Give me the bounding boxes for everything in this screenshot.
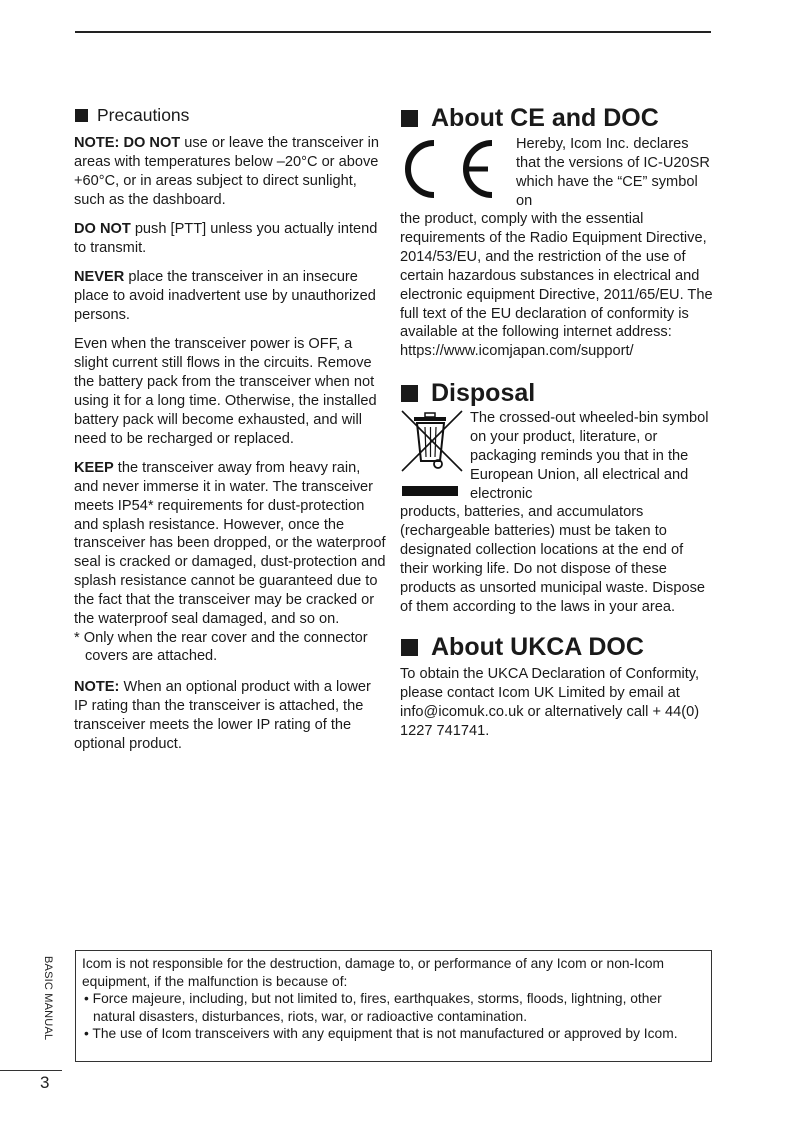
page-number-rule	[0, 1070, 62, 1071]
ip54-footnote: * Only when the rear cover and the connector covers are attached.	[74, 629, 368, 665]
top-rule	[75, 31, 711, 33]
disposal-body: products, batteries, and accumulators (rechargeable batteries) must be taken to designated collection locations at the end of their working life. Do not dispose of these products as unsorted municipal waste. Dispose of them according to the laws in your area.	[400, 504, 706, 615]
manual-side-label: BASIC MANUAL	[42, 956, 54, 1041]
disclaimer-bullet: • Force majeure, including, but not limited to, fires, earthquakes, storms, floods, lightning, other natural disasters, disturbances, riots, war, or radioactive contamination.	[84, 991, 662, 1024]
page-number: 3	[40, 1073, 50, 1092]
precaution-temperature	[74, 134, 387, 209]
disposal-heading-text: Disposal	[431, 379, 536, 408]
precaution-bold-label: KEEP	[74, 460, 114, 477]
ce-support-url: https://www.icomjapan.com/support/	[400, 343, 634, 360]
ukca-contact: To obtain the UKCA Declaration of Conformity, please contact Icom UK Limited by email at info@icomuk.co.uk or alternatively call + 44(0) 1227 741741.	[400, 666, 700, 739]
disposal-section	[400, 409, 714, 616]
disposal-intro: The crossed-out wheeled-bin symbol on your product, literature, or packaging reminds you that in the European Union, all electrical and electronic	[470, 410, 709, 502]
precaution-bold-label: NEVER	[74, 269, 125, 286]
precaution-battery: Even when the transceiver power is OFF, a slight current still flows in the circuits. Remove the battery pack from the transceiver when not using it for a long time. Otherwise, the installed battery pack will become exhausted, and will need to be recharged or replaced.	[74, 336, 377, 447]
square-bullet-icon	[401, 639, 418, 656]
ce-mark-icon	[400, 137, 496, 201]
square-bullet-icon	[401, 385, 418, 402]
ce-declaration-body: the product, comply with the essential requirements of the Radio Equipment Directive, 2014/53/EU, and the restriction of the use of certain hazardous substances in electrical and electronic equipment Directive, 2011/65/EU. The full text of the EU declaration of conformity is available at the following internet address:	[400, 211, 713, 341]
ce-doc-heading-text: About CE and DOC	[431, 104, 659, 132]
precautions-heading	[74, 104, 387, 126]
disposal-heading	[400, 378, 714, 408]
disclaimer-bullet: • The use of Icom transceivers with any equipment that is not manufactured or approved by Icom.	[84, 1026, 678, 1042]
precaution-text: push [PTT] unless you actually intend to transmit.	[74, 220, 378, 256]
precaution-bold-label: NOTE: DO NOT	[74, 135, 181, 151]
precaution-bold-label: DO NOT	[74, 220, 131, 237]
precaution-placement	[74, 268, 387, 325]
precaution-text: the transceiver away from heavy rain, and never immerse it in water. The transceiver meets IP54* requirements for dust-protection and splash resistance. However, once the transceiver has been dropped, or the waterproof seal is cracked or damaged, dust-protection and splash resistance cannot be guaranteed due to the fact that the transceiver may be cracked or the waterproof seal damaged, and so on.	[74, 460, 386, 627]
disclaimer-intro: Icom is not responsible for the destruction, damage to, or performance of any Icom or non-Icom equipment, if the malfunction is because of:	[82, 956, 665, 989]
ukca-heading	[400, 632, 714, 662]
precaution-water	[74, 459, 387, 629]
precaution-bold-label: NOTE:	[74, 679, 120, 696]
ce-doc-heading	[400, 103, 714, 133]
ce-declaration-intro: Hereby, Icom Inc. declares that the versions of IC-U20SR which have the “CE” symbol on	[516, 136, 710, 209]
precautions-heading-text: Precautions	[97, 105, 190, 125]
crossed-out-wheeled-bin-icon	[400, 409, 465, 499]
precaution-ptt	[74, 220, 387, 258]
square-bullet-icon	[401, 110, 418, 127]
disclaimer-box	[75, 950, 712, 1062]
precaution-text: place the transceiver in an insecure place to avoid inadvertent use by unauthorized persons.	[74, 269, 376, 323]
precaution-text: use or leave the transceiver in areas with temperatures below –20°C or above +60°C, or in areas subject to direct sunlight, such as the dashboard.	[74, 135, 379, 208]
ce-section	[400, 135, 714, 361]
right-column	[400, 103, 714, 741]
ukca-heading-text: About UKCA DOC	[431, 633, 644, 662]
square-bullet-icon	[75, 109, 88, 122]
precaution-ip-rating	[74, 678, 387, 753]
left-column	[74, 103, 387, 764]
precaution-text: When an optional product with a lower IP rating than the transceiver is attached, the transceiver meets the lower IP rating of the optional product.	[74, 679, 371, 752]
